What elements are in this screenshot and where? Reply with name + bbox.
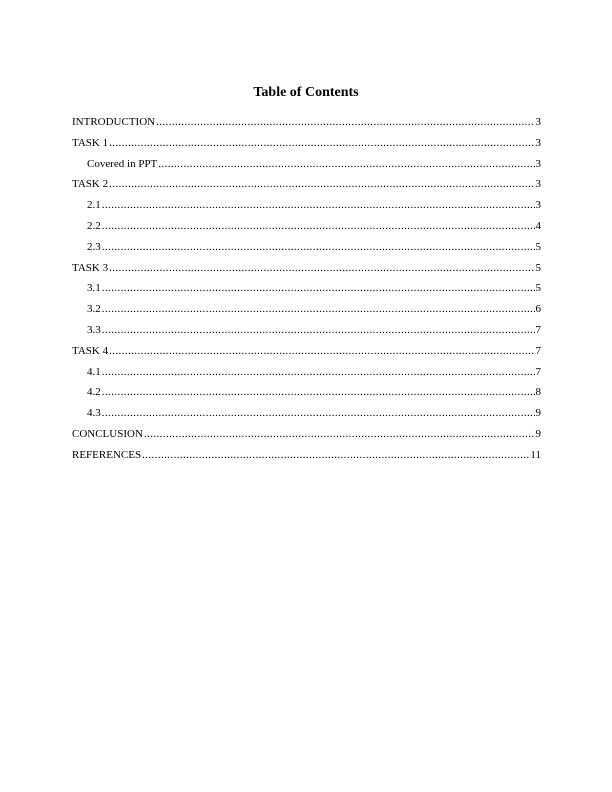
toc-entry-page-number: 3 bbox=[535, 199, 541, 212]
toc-entry-label: TASK 2 bbox=[72, 178, 109, 191]
toc-entry-label: 3.1 bbox=[87, 282, 101, 295]
toc-entry-page-number: 5 bbox=[535, 261, 541, 274]
toc-entry-label: 3.2 bbox=[87, 303, 101, 316]
toc-entry[interactable] bbox=[72, 299, 541, 320]
toc-entry[interactable] bbox=[72, 362, 541, 383]
toc-entry-page-number: 9 bbox=[535, 427, 541, 440]
toc-entry[interactable] bbox=[72, 445, 541, 466]
toc-entry[interactable] bbox=[72, 133, 541, 154]
toc-entry[interactable] bbox=[72, 341, 541, 362]
toc-title: Table of Contents bbox=[253, 85, 359, 100]
toc-dot-leader bbox=[102, 362, 535, 383]
toc-dot-leader bbox=[102, 278, 535, 299]
toc-entry[interactable] bbox=[72, 320, 541, 341]
toc-entry[interactable] bbox=[72, 258, 541, 279]
toc-entry-label: REFERENCES bbox=[72, 448, 142, 461]
toc-entry-label: TASK 3 bbox=[72, 261, 109, 274]
toc-entry-label: TASK 1 bbox=[72, 136, 109, 149]
toc-entry-page-number: 8 bbox=[535, 386, 541, 399]
toc-dot-leader bbox=[102, 237, 535, 258]
toc-entry-page-number: 7 bbox=[535, 323, 541, 336]
toc-entry-page-number: 9 bbox=[535, 407, 541, 420]
toc-entry-label: 4.2 bbox=[87, 386, 101, 399]
toc-entry-page-number: 7 bbox=[535, 344, 541, 357]
toc-entry-label: CONCLUSION bbox=[72, 427, 143, 440]
toc-entry-page-number: 4 bbox=[535, 219, 541, 232]
toc-entry-label: 4.3 bbox=[87, 407, 101, 420]
toc-dot-leader bbox=[156, 112, 534, 133]
toc-entry-label: INTRODUCTION bbox=[72, 116, 156, 128]
toc-entry-page-number: 5 bbox=[535, 240, 541, 253]
toc-entry-label: 3.3 bbox=[87, 323, 101, 336]
toc-entry-page-number: 7 bbox=[535, 365, 541, 378]
toc-dot-leader bbox=[102, 320, 535, 341]
toc-entry[interactable] bbox=[72, 278, 541, 299]
toc-entry[interactable] bbox=[72, 237, 541, 258]
toc-entry[interactable] bbox=[72, 154, 541, 175]
toc-entry-page-number: 5 bbox=[535, 282, 541, 295]
toc-dot-leader bbox=[144, 424, 535, 445]
toc-dot-leader bbox=[102, 299, 535, 320]
toc-dot-leader bbox=[102, 403, 535, 424]
toc-entry[interactable] bbox=[72, 195, 541, 216]
toc-entry-label: 2.3 bbox=[87, 240, 101, 253]
toc-dot-leader bbox=[109, 258, 534, 279]
toc-dot-leader bbox=[102, 216, 535, 237]
toc-dot-leader bbox=[158, 154, 534, 175]
toc-entry-page-number: 6 bbox=[535, 303, 541, 316]
toc-entry[interactable] bbox=[72, 216, 541, 237]
toc-entry[interactable] bbox=[72, 403, 541, 424]
toc-dot-leader bbox=[109, 341, 534, 362]
toc-entry-label: 2.1 bbox=[87, 199, 101, 212]
toc-entry-label: 4.1 bbox=[87, 365, 101, 378]
toc-entry-page-number: 3 bbox=[535, 157, 541, 170]
toc-entry[interactable] bbox=[72, 382, 541, 403]
toc-dot-leader bbox=[142, 445, 529, 466]
toc-dot-leader bbox=[102, 195, 535, 216]
toc-entry-page-number: 3 bbox=[535, 116, 541, 128]
toc-list bbox=[72, 112, 541, 466]
toc-dot-leader bbox=[102, 382, 535, 403]
toc-dot-leader bbox=[109, 174, 534, 195]
toc-entry-page-number: 3 bbox=[535, 178, 541, 191]
toc-entry-page-number: 3 bbox=[535, 136, 541, 149]
toc-entry-label: TASK 4 bbox=[72, 344, 109, 357]
toc-entry-label: 2.2 bbox=[87, 219, 101, 232]
toc-entry-page-number: 11 bbox=[530, 448, 541, 461]
toc-entry[interactable] bbox=[72, 424, 541, 445]
toc-entry[interactable] bbox=[72, 112, 541, 133]
toc-entry-label: Covered in PPT bbox=[87, 157, 158, 170]
toc-entry[interactable] bbox=[72, 174, 541, 195]
toc-dot-leader bbox=[109, 133, 534, 154]
